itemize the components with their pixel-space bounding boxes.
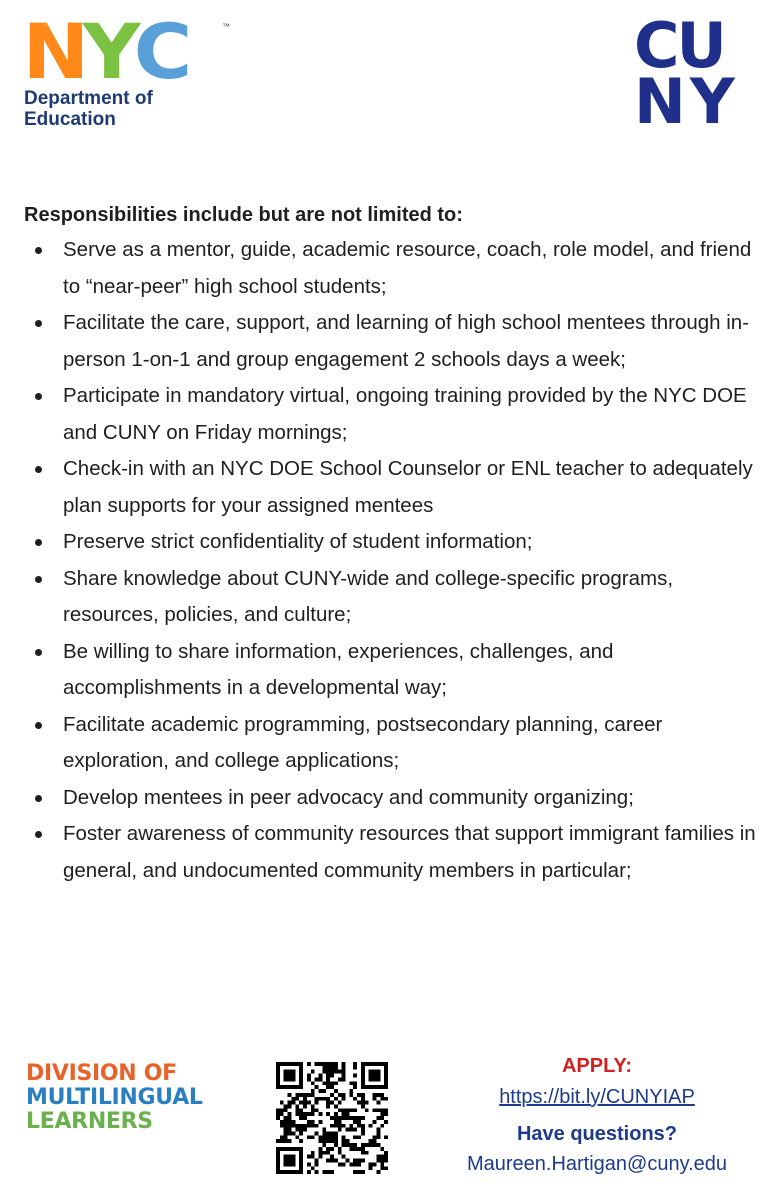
bullet-icon — [35, 393, 42, 400]
list-item-text: Develop mentees in peer advocacy and community organizing; — [63, 785, 634, 809]
bullet-icon — [35, 831, 42, 838]
contact-email[interactable]: Maureen.Hartigan@cuny.edu — [466, 1153, 728, 1175]
bullet-icon — [35, 466, 42, 473]
nyc-letter-y: Y — [82, 7, 136, 96]
list-item-text: Preserve strict confidentiality of student information; — [63, 530, 533, 553]
nyc-letter-n: N — [22, 7, 86, 96]
list-item-text: Check-in with an NYC DOE School Counselor or ENL teacher to adequately plan supports for your assigned mentees — [63, 457, 753, 517]
list-item — [24, 561, 764, 634]
doe-name-line1: Department of — [24, 88, 153, 109]
bullet-icon — [35, 795, 42, 802]
cuny-logo-row2: NY — [634, 65, 739, 138]
apply-label: APPLY: — [561, 1055, 633, 1077]
list-item — [24, 451, 764, 524]
apply-link[interactable]: https://bit.ly/CUNYIAP — [499, 1086, 695, 1108]
doe-name-line2: Education — [24, 109, 116, 130]
cuny-logo-row1: CU — [634, 9, 724, 82]
nyc-wordmark — [22, 7, 214, 96]
contact-block — [430, 1050, 764, 1178]
division-of-multilingual-learners-logo — [26, 1062, 203, 1134]
list-item-text: Foster awareness of community resources that support immigrant families in general, and undocumented community members in particular; — [63, 822, 756, 882]
list-item — [24, 816, 764, 889]
list-item — [24, 707, 764, 780]
nyc-doe-logo — [22, 7, 230, 130]
bullet-icon — [35, 247, 42, 254]
list-item — [24, 524, 764, 561]
list-item — [24, 780, 764, 817]
responsibilities-heading: Responsibilities include but are not limited to: — [24, 204, 463, 226]
list-item-text: Participate in mandatory virtual, ongoing training provided by the NYC DOE and CUNY on Friday mornings; — [63, 384, 747, 444]
bullet-icon — [35, 320, 42, 327]
qr-code-icon[interactable] — [276, 1062, 388, 1174]
responsibilities-section — [24, 200, 764, 889]
division-logo-line2: MULTILINGUAL — [26, 1085, 203, 1110]
list-item-text: Serve as a mentor, guide, academic resource, coach, role model, and friend to “near-peer” high school students; — [63, 238, 752, 298]
division-logo-line1: DIVISION OF — [26, 1061, 177, 1086]
division-logo-line3: LEARNERS — [26, 1109, 153, 1134]
list-item — [24, 232, 764, 305]
list-item-text: Be willing to share information, experiences, challenges, and accomplishments in a developmental way; — [63, 639, 614, 699]
bullet-icon — [35, 722, 42, 729]
questions-label: Have questions? — [516, 1123, 678, 1145]
responsibilities-list — [24, 232, 764, 889]
bullet-icon — [35, 649, 42, 656]
list-item-text: Facilitate the care, support, and learning of high school mentees through in-person 1-on-1 and group engagement 2 schools days a week; — [63, 311, 750, 371]
list-item — [24, 305, 764, 378]
list-item — [24, 378, 764, 451]
cuny-logo — [634, 9, 758, 138]
trademark-symbol: ™ — [222, 22, 230, 31]
nyc-letter-c: C — [133, 7, 188, 96]
list-item — [24, 634, 764, 707]
list-item-text: Facilitate academic programming, postsecondary planning, career exploration, and college applications; — [63, 712, 663, 772]
bullet-icon — [35, 576, 42, 583]
list-item-text: Share knowledge about CUNY-wide and college-specific programs, resources, policies, and culture; — [63, 566, 674, 626]
bullet-icon — [35, 539, 42, 546]
